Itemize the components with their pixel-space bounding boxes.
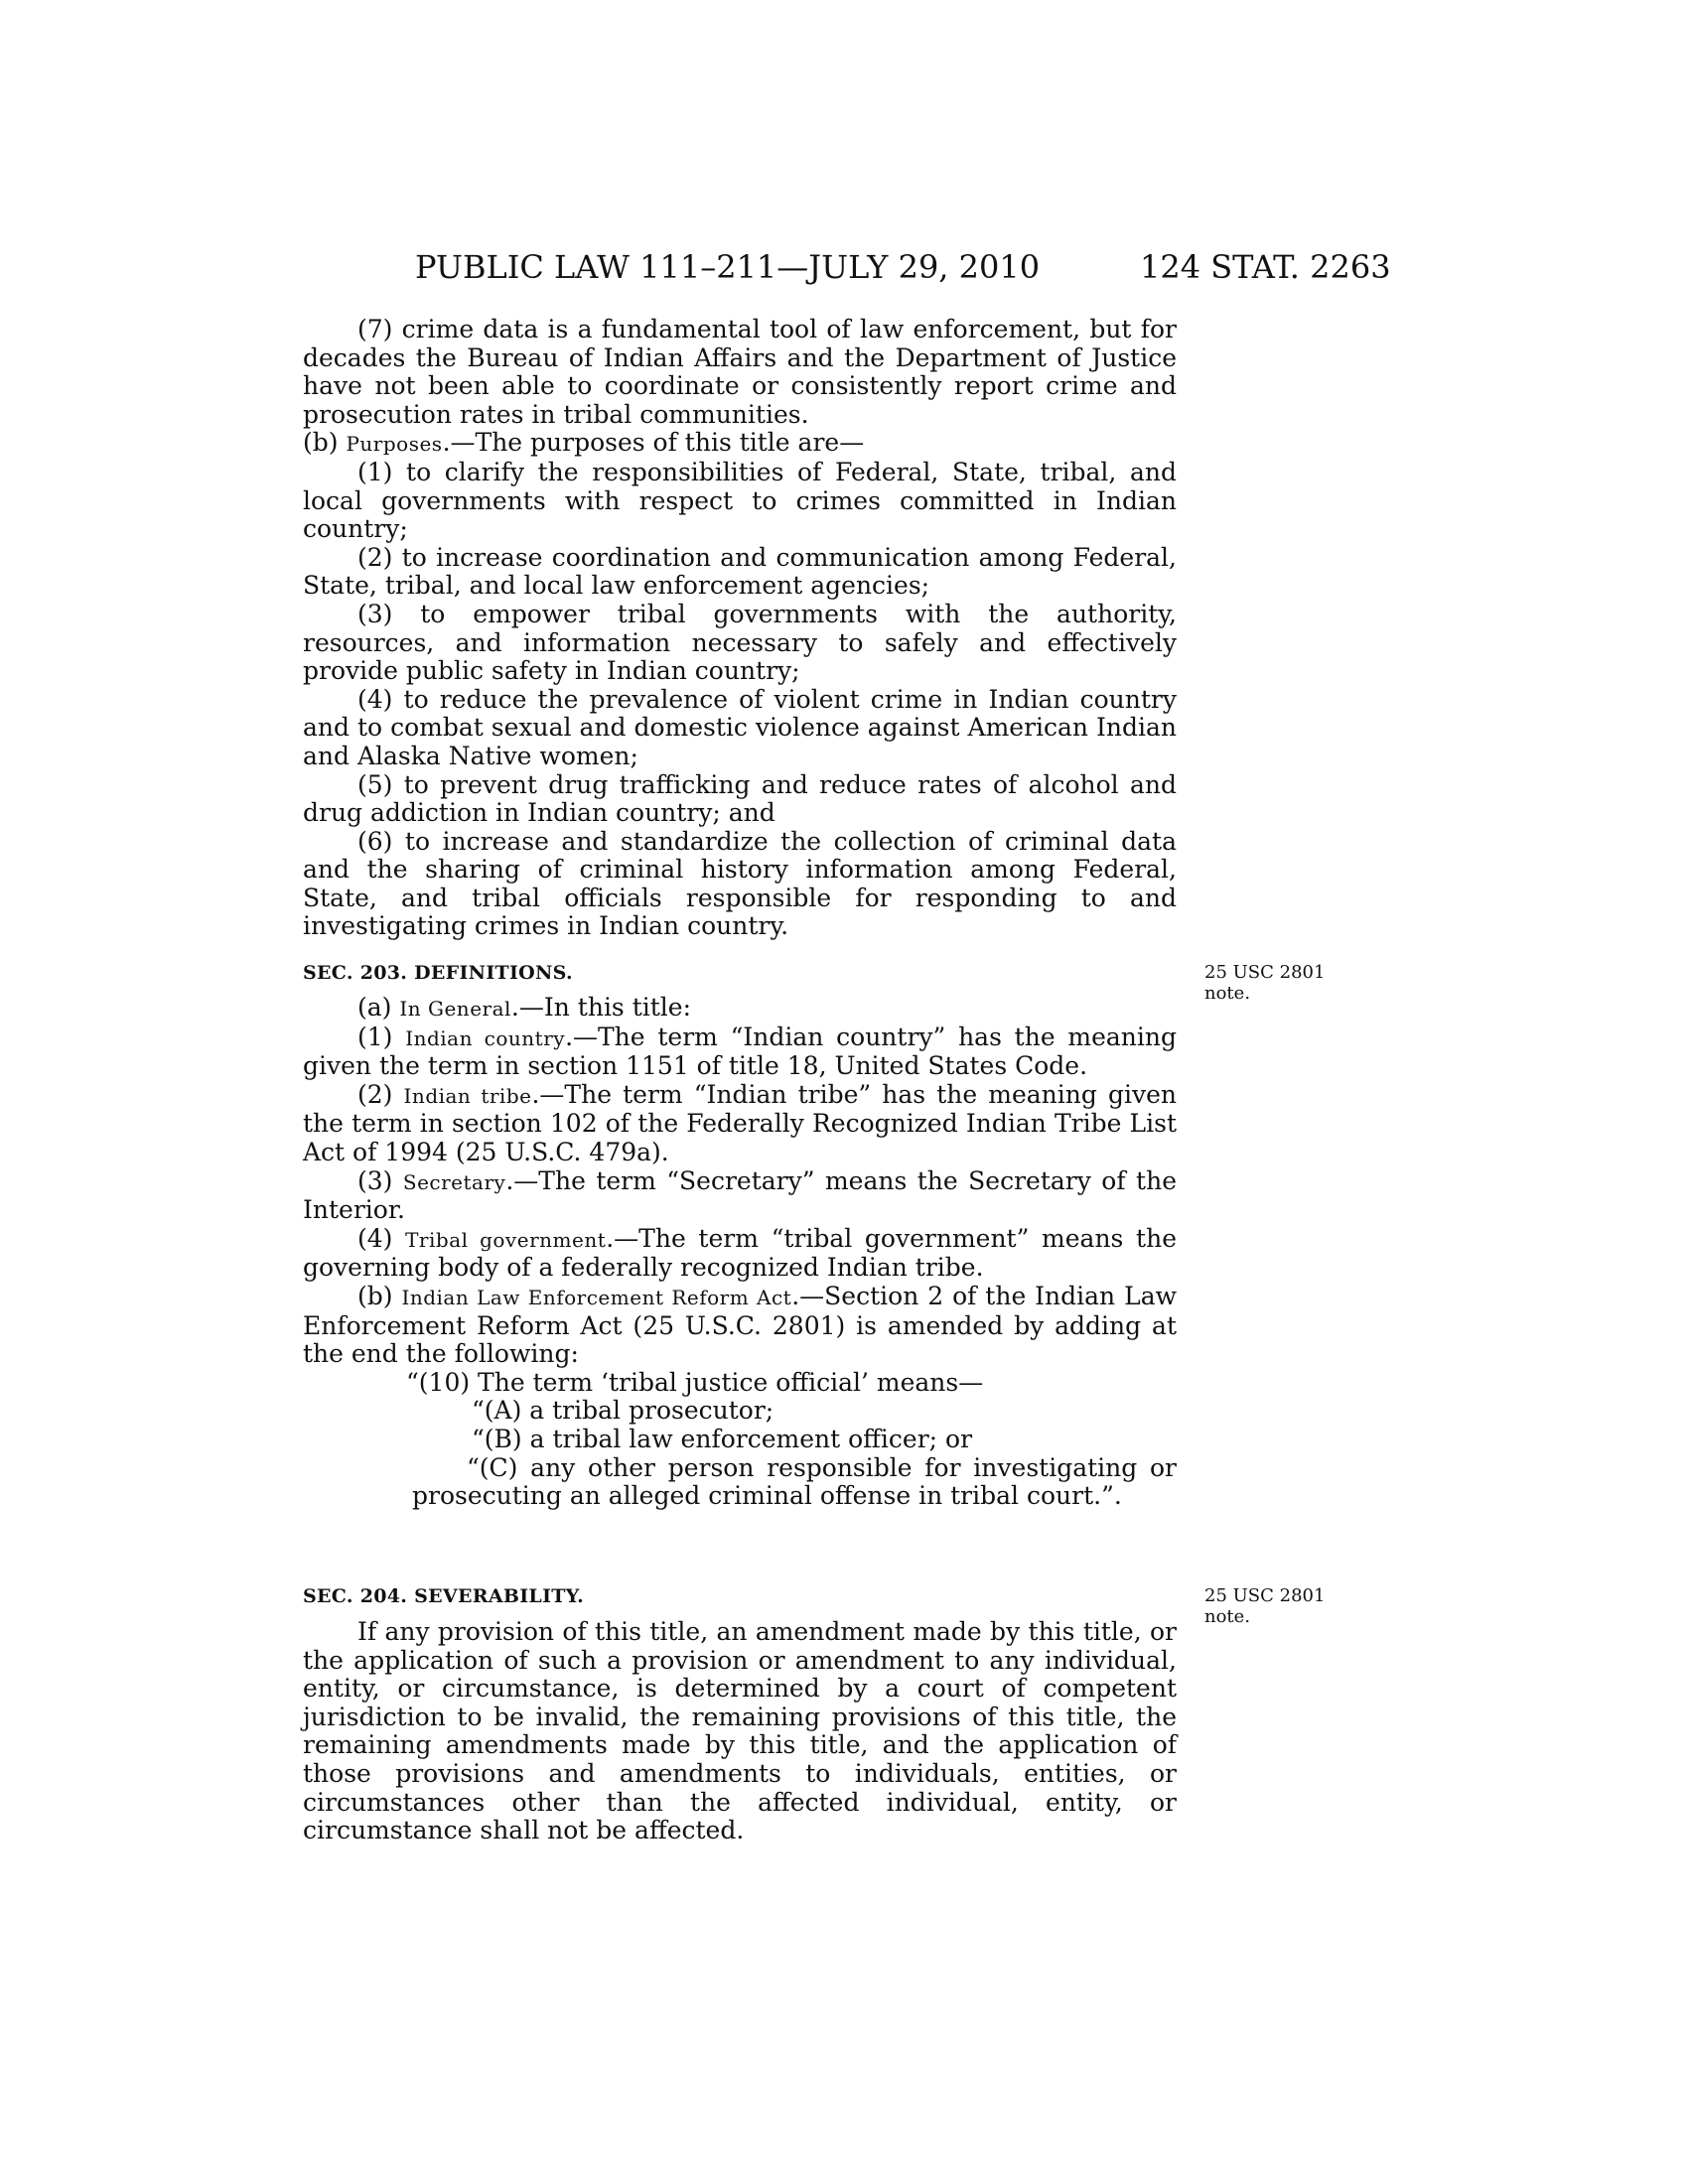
- quoted-paragraph-10: “(10) The term ‘tribal justice official’ means—: [406, 1367, 984, 1397]
- running-head-title: PUBLIC LAW 111–211—JULY 29, 2010: [415, 248, 1041, 286]
- definition-3-text: .—The term “Secretary” means the Secretary of the Interior.: [303, 1165, 1178, 1225]
- definition-1-text: .—The term “Indian country” has the meaning given the term in section 1151 of title 18, United States Code.: [303, 1022, 1178, 1081]
- severability-text: If any provision of this title, an amendment made by this title, or the application of such a provision or amendment to any individual, entity, or circumstance, is determined by a court of competent jurisdiction to be invalid, the remaining provisions of this title, the remaining amendments made by this title, and the application of those provisions and amendments to individuals, entities, or circumstances other than the affected individual, entity, or circumstance shall not be affected.: [303, 1617, 1177, 1845]
- section-203-heading: SEC. 203. DEFINITIONS.: [303, 962, 573, 984]
- definition-1-label: Indian country: [405, 1025, 566, 1050]
- purposes-block: [303, 316, 1177, 941]
- purposes-number: (b): [303, 428, 347, 458]
- definition-4-text: .—The term “tribal government” means the governing body of a federally recognized Indian tribe.: [303, 1223, 1177, 1283]
- amendment-label: Indian Law Enforcement Reform Act: [401, 1285, 792, 1309]
- purposes-text: .—The purposes of this title are—: [442, 428, 865, 458]
- quoted-subparagraph-a: “(A) a tribal prosecutor;: [472, 1396, 774, 1426]
- quoted-subparagraph-c: “(C) any other person responsible for investigating or prosecuting an alleged criminal offense in tribal court.”.: [412, 1452, 1177, 1511]
- section-203-margin-note: 25 USC 2801 note.: [1204, 962, 1326, 1004]
- purpose-4: (4) to reduce the prevalence of violent crime in Indian country and to combat sexual and domestic violence against American Indian and Alaska Native women;: [303, 684, 1177, 770]
- definitions-general: [303, 994, 1177, 1024]
- finding-7: (7) crime data is a fundamental tool of law enforcement, but for decades the Bureau of Indian Affairs and the Department of Justice have not been able to coordinate or consistently report crime and prosecution rates in tribal communities.: [303, 315, 1177, 429]
- definition-1-number: (1): [357, 1022, 406, 1051]
- running-head-stat-page: 124 STAT. 2263: [1140, 248, 1391, 286]
- definition-2-text: .—The term “Indian tribe” has the meaning given the term in section 102 of the Federally Recognized Indian Tribe List Act of 1994 (25 U.S.C. 479a).: [303, 1079, 1178, 1166]
- definition-2-number: (2): [357, 1079, 404, 1109]
- definition-3-number: (3): [357, 1165, 403, 1195]
- definition-3: [303, 1167, 1177, 1225]
- definition-4-label: Tribal government: [405, 1227, 607, 1252]
- section-204-margin-note: 25 USC 2801 note.: [1204, 1585, 1326, 1627]
- definition-2: [303, 1081, 1177, 1167]
- purpose-2: (2) to increase coordination and communication among Federal, State, tribal, and local law enforcement agencies;: [303, 542, 1177, 601]
- purposes-label: Purposes: [346, 432, 443, 457]
- purpose-5: (5) to prevent drug trafficking and reduce rates of alcohol and drug addiction in Indian country; and: [303, 769, 1177, 828]
- definition-4-number: (4): [357, 1223, 406, 1253]
- general-number: (a): [357, 993, 400, 1022]
- amendment-text: .—Section 2 of the Indian Law Enforcement Reform Act (25 U.S.C. 2801) is amended by adding at the end the following:: [303, 1281, 1178, 1369]
- purpose-3: (3) to empower tribal governments with the authority, resources, and information necessary to safely and effectively provide public safety in Indian country;: [303, 599, 1177, 686]
- purpose-6: (6) to increase and standardize the collection of criminal data and the sharing of criminal history information among Federal, State, and tribal officials responsible for responding to and investigating crimes in Indian country.: [303, 826, 1177, 941]
- definitions-block: [303, 994, 1177, 1511]
- definition-3-label: Secretary: [402, 1169, 506, 1194]
- definition-4: [303, 1225, 1177, 1283]
- section-204-heading: SEC. 204. SEVERABILITY.: [303, 1585, 585, 1607]
- general-text: .—In this title:: [510, 993, 692, 1022]
- amendment-number: (b): [357, 1281, 402, 1310]
- severability-block: [303, 1618, 1177, 1845]
- general-label: In General: [399, 997, 511, 1021]
- quoted-subparagraph-b: “(B) a tribal law enforcement officer; or: [472, 1424, 973, 1453]
- amendment-intro: [303, 1283, 1177, 1369]
- purposes-heading: [303, 429, 1177, 459]
- definition-1: [303, 1024, 1177, 1081]
- purpose-1: (1) to clarify the responsibilities of Federal, State, tribal, and local governments with respect to crimes committed in Indian country;: [303, 457, 1177, 544]
- definition-2-label: Indian tribe: [403, 1083, 532, 1108]
